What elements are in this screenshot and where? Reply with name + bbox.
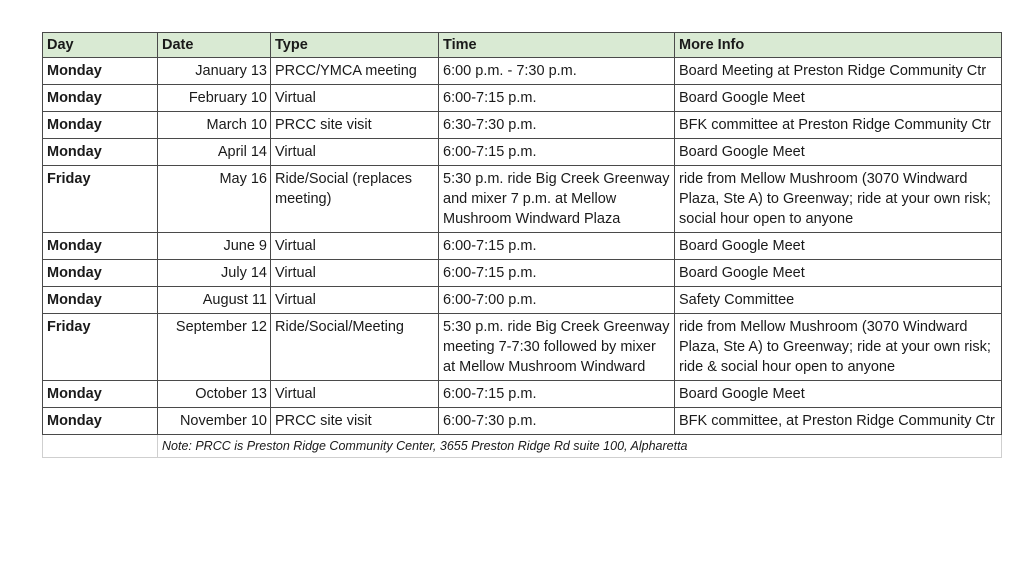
cell-more-info: BFK committee at Preston Ridge Community Ctr	[675, 112, 1002, 139]
header-type: Type	[271, 33, 439, 58]
cell-time: 6:00-7:15 p.m.	[439, 260, 675, 287]
header-date: Date	[158, 33, 271, 58]
cell-day: Friday	[43, 314, 158, 381]
cell-date: October 13	[158, 381, 271, 408]
table-footer	[43, 435, 1002, 458]
cell-more-info: Board Google Meet	[675, 381, 1002, 408]
cell-date: August 11	[158, 287, 271, 314]
table-body	[43, 58, 1002, 435]
cell-date: January 13	[158, 58, 271, 85]
table-row	[43, 408, 1002, 435]
table-header	[43, 33, 1002, 58]
note-row	[43, 435, 1002, 458]
cell-more-info: Board Google Meet	[675, 85, 1002, 112]
cell-day: Monday	[43, 408, 158, 435]
cell-more-info: ride from Mellow Mushroom (3070 Windward Plaza, Ste A) to Greenway; ride at your own risk; social hour open to anyone	[675, 166, 1002, 233]
table-row	[43, 166, 1002, 233]
cell-time: 6:00-7:15 p.m.	[439, 381, 675, 408]
cell-type: PRCC site visit	[271, 408, 439, 435]
cell-more-info: Safety Committee	[675, 287, 1002, 314]
cell-type: PRCC site visit	[271, 112, 439, 139]
table-row	[43, 287, 1002, 314]
header-time: Time	[439, 33, 675, 58]
cell-day: Monday	[43, 287, 158, 314]
cell-time: 5:30 p.m. ride Big Creek Greenway meeting 7-7:30 followed by mixer at Mellow Mushroom Windward	[439, 314, 675, 381]
cell-type: Virtual	[271, 233, 439, 260]
cell-day: Monday	[43, 58, 158, 85]
cell-date: November 10	[158, 408, 271, 435]
cell-type: Virtual	[271, 139, 439, 166]
header-more-info: More Info	[675, 33, 1002, 58]
note-text: Note: PRCC is Preston Ridge Community Center, 3655 Preston Ridge Rd suite 100, Alpharetta	[158, 435, 1002, 458]
cell-more-info: ride from Mellow Mushroom (3070 Windward Plaza, Ste A) to Greenway; ride at your own risk; ride & social hour open to anyone	[675, 314, 1002, 381]
cell-date: July 14	[158, 260, 271, 287]
cell-date: February 10	[158, 85, 271, 112]
cell-date: March 10	[158, 112, 271, 139]
cell-day: Monday	[43, 139, 158, 166]
header-day: Day	[43, 33, 158, 58]
cell-more-info: Board Google Meet	[675, 233, 1002, 260]
table-row	[43, 58, 1002, 85]
cell-day: Monday	[43, 260, 158, 287]
note-spacer-cell	[43, 435, 158, 458]
cell-day: Monday	[43, 233, 158, 260]
cell-time: 5:30 p.m. ride Big Creek Greenway and mixer 7 p.m. at Mellow Mushroom Windward Plaza	[439, 166, 675, 233]
cell-date: June 9	[158, 233, 271, 260]
cell-day: Monday	[43, 381, 158, 408]
table-row	[43, 112, 1002, 139]
cell-time: 6:00-7:30 p.m.	[439, 408, 675, 435]
table-row	[43, 139, 1002, 166]
cell-type: Virtual	[271, 287, 439, 314]
cell-time: 6:00-7:15 p.m.	[439, 85, 675, 112]
cell-day: Monday	[43, 85, 158, 112]
cell-date: April 14	[158, 139, 271, 166]
cell-time: 6:00-7:15 p.m.	[439, 233, 675, 260]
cell-day: Monday	[43, 112, 158, 139]
cell-type: Virtual	[271, 85, 439, 112]
table-row	[43, 233, 1002, 260]
cell-date: May 16	[158, 166, 271, 233]
cell-date: September 12	[158, 314, 271, 381]
table-row	[43, 381, 1002, 408]
table-row	[43, 85, 1002, 112]
header-row	[43, 33, 1002, 58]
cell-type: PRCC/YMCA meeting	[271, 58, 439, 85]
cell-time: 6:00-7:15 p.m.	[439, 139, 675, 166]
cell-time: 6:00-7:00 p.m.	[439, 287, 675, 314]
cell-type: Virtual	[271, 260, 439, 287]
schedule-table	[42, 32, 1002, 458]
cell-time: 6:00 p.m. - 7:30 p.m.	[439, 58, 675, 85]
cell-day: Friday	[43, 166, 158, 233]
table-row	[43, 314, 1002, 381]
table-row	[43, 260, 1002, 287]
cell-type: Virtual	[271, 381, 439, 408]
cell-type: Ride/Social/Meeting	[271, 314, 439, 381]
cell-more-info: Board Google Meet	[675, 260, 1002, 287]
cell-time: 6:30-7:30 p.m.	[439, 112, 675, 139]
cell-more-info: Board Google Meet	[675, 139, 1002, 166]
cell-more-info: Board Meeting at Preston Ridge Community Ctr	[675, 58, 1002, 85]
cell-more-info: BFK committee, at Preston Ridge Community Ctr	[675, 408, 1002, 435]
cell-type: Ride/Social (replaces meeting)	[271, 166, 439, 233]
